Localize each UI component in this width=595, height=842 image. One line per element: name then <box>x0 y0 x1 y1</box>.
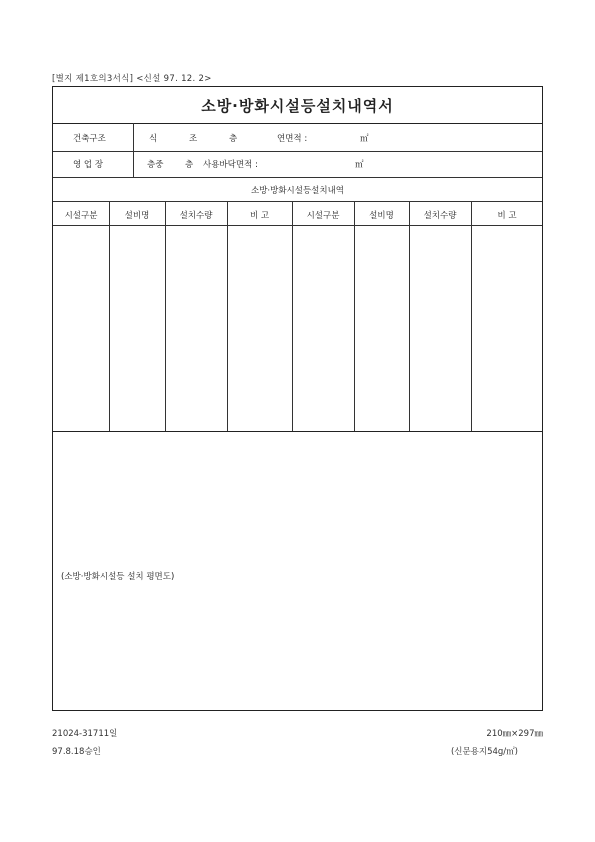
col-divider-3 <box>227 201 228 431</box>
column-header-equipment-name-2: 설비명 <box>369 211 394 221</box>
col-divider-2 <box>165 201 166 431</box>
col-divider-7 <box>471 201 472 431</box>
column-header-quantity-2: 설치수량 <box>423 211 457 221</box>
form-frame <box>52 86 543 711</box>
column-header-quantity: 설치수량 <box>179 211 213 221</box>
label-column-divider <box>133 123 134 177</box>
form-code: 21024-31711일 <box>52 729 118 739</box>
form-reference: [별지 제1호의3서식] <신설 97. 12. 2> <box>52 74 212 84</box>
floor-location-label: 층중 <box>147 160 164 170</box>
column-header-divider <box>53 225 542 226</box>
column-header-facility-type: 시설구분 <box>64 211 98 221</box>
total-floor-area-label: 연면적 : <box>277 134 308 144</box>
business-premises-label: 영 업 장 <box>73 160 104 170</box>
column-header-remarks: 비 고 <box>249 211 270 221</box>
section-divider <box>53 201 542 202</box>
paper-type: (신문용지54g/㎡) <box>450 747 518 757</box>
row1-divider <box>53 151 542 152</box>
structure-floors-field: 층 <box>229 134 238 144</box>
column-header-remarks-2: 비 고 <box>497 211 517 221</box>
paper-size: 210㎜×297㎜ <box>486 729 543 739</box>
col-divider-4 <box>292 201 293 431</box>
column-header-facility-type-2: 시설구분 <box>306 211 340 221</box>
column-header-equipment-name: 설비명 <box>124 211 150 221</box>
col-divider-5 <box>354 201 355 431</box>
table-bottom-divider <box>53 431 542 432</box>
total-floor-area-unit: ㎡ <box>360 134 369 144</box>
col-divider-6 <box>409 201 410 431</box>
structure-material-field: 조 <box>189 134 198 144</box>
installation-section-title: 소방·방화시설등설치내역 <box>250 186 345 196</box>
structure-type-field: 식 <box>149 134 158 144</box>
approval-date: 97.8.18승인 <box>52 747 101 757</box>
floor-location-unit: 층 <box>185 160 194 170</box>
col-divider-1 <box>109 201 110 431</box>
title-divider <box>53 123 542 124</box>
building-structure-label: 건축구조 <box>73 134 106 144</box>
floor-plan-label: (소방·방화시설등 설치 평면도) <box>61 572 175 582</box>
used-floor-area-unit: ㎡ <box>355 160 364 170</box>
document-title: 소방·방화시설등설치내역서 <box>201 97 394 115</box>
row2-divider <box>53 177 542 178</box>
used-floor-area-label: 사용바닥면적 : <box>203 160 258 170</box>
